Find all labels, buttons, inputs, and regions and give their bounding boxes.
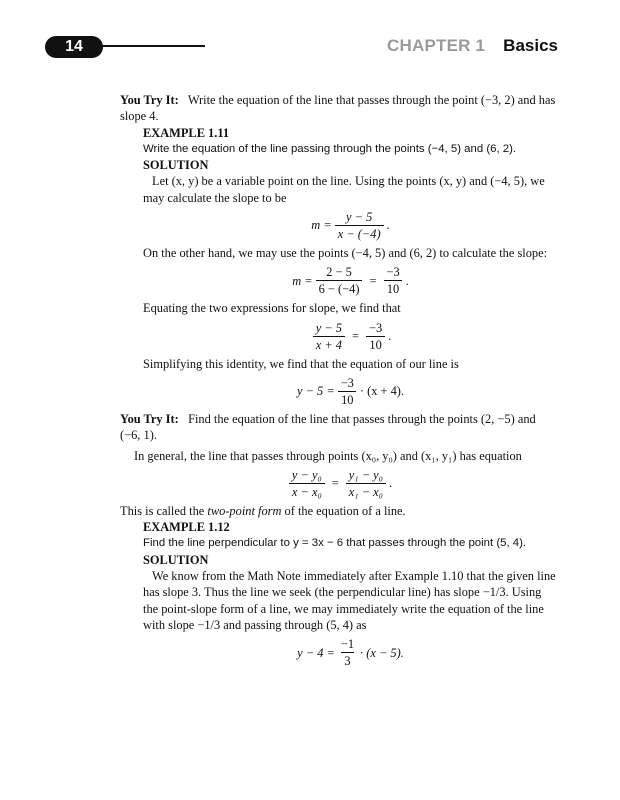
equation: m = $\frac{y - 5}{x - (-4)}$ .	[311, 210, 390, 242]
you-try-it-1: You Try It: Write the equation of the line that passes through the point (−3, 2) and has slope 4.	[120, 93, 556, 124]
fraction: $\frac{-3}{10}$	[338, 376, 357, 407]
two-point-equation: $\frac{\text{y − y₀}}{\text{x − x₀}}$ = $\frac{\text{y₁ − y₀}}{\text{x₁ − x₀}}$ .	[120, 468, 558, 499]
two-point-form-note: This is called the two-point form of the equation of a line.	[120, 503, 406, 518]
equation: y − 5 = $\frac{-3}{10}$ · (x + 4).	[296, 375, 405, 407]
general-statement: In general, the line that passes through points (x₀, y₀) and (x₁, y₁) has equation	[134, 448, 522, 463]
running-head	[387, 36, 558, 56]
solution-para: Equating the two expressions for slope, we find that	[143, 301, 401, 316]
equation: $\frac{y - 5}{x + 4}$ = $\frac{-3}{10}$ .	[143, 321, 558, 352]
fraction: $\frac{\text{y − y₀}}{\text{x − x₀}}$	[289, 468, 325, 499]
fraction: $\frac{-3}{10}$	[383, 265, 402, 296]
you-try-it-2: You Try It: Find the equation of the line that passes through the points (2, −5) and (−6, 1).	[120, 411, 536, 443]
page-body	[120, 92, 558, 672]
fraction: $\frac{-1}{3}$	[340, 637, 355, 669]
solution-heading: SOLUTION	[143, 158, 209, 173]
solution-para: We know from the Math Note immediately after Example 1.10 that the given line has slope 3. Thus the line we seek (the perpendicular line) has slope −1/3. Using the point-slope form of a line, we may immediately write the equation of the line with slope −1/3 and passing through (5, 4) as	[143, 569, 556, 632]
solution-heading: SOLUTION	[143, 552, 209, 567]
equation: m = $\frac{2 - 5}{6 - (-4)}$ = $\frac{-3}{10}$ .	[292, 265, 409, 297]
fraction: $\frac{-3}{10}$	[366, 321, 385, 352]
fraction: $\frac{y - 5}{x - (-4)}$	[335, 210, 384, 241]
fraction: $\frac{\text{y₁ − y₀}}{\text{x₁ − x₀}}$	[346, 468, 386, 499]
chapter-title: Basics	[503, 36, 558, 55]
equation: y − 4 = $\frac{-1}{3}$ · (x − 5).	[297, 637, 404, 669]
example-problem: Find the line perpendicular to y = 3x − 6 that passes through the point (5, 4).	[143, 537, 527, 550]
example-1-12	[120, 519, 558, 668]
solution-para: Simplifying this identity, we find that the equation of our line is	[143, 356, 459, 371]
example-title: EXAMPLE 1.12	[143, 520, 230, 535]
fraction: $\frac{2 - 5}{6 - (-4)}$	[316, 265, 363, 296]
solution-para: On the other hand, we may use the points (−4, 5) and (6, 2) to calculate the slope:	[143, 246, 548, 261]
solution-para: Let (x, y) be a variable point on the line. Using the points (x, y) and (−4, 5), we may calculate the slope to be	[143, 174, 545, 205]
chapter-label: CHAPTER 1	[387, 36, 486, 55]
fraction: $\frac{y - 5}{x + 4}$	[313, 321, 345, 352]
example-1-11	[120, 125, 558, 407]
example-problem: Write the equation of the line passing through the points (−4, 5) and (6, 2).	[143, 142, 517, 155]
example-title: EXAMPLE 1.11	[143, 125, 230, 140]
page-number: 14	[45, 36, 103, 58]
